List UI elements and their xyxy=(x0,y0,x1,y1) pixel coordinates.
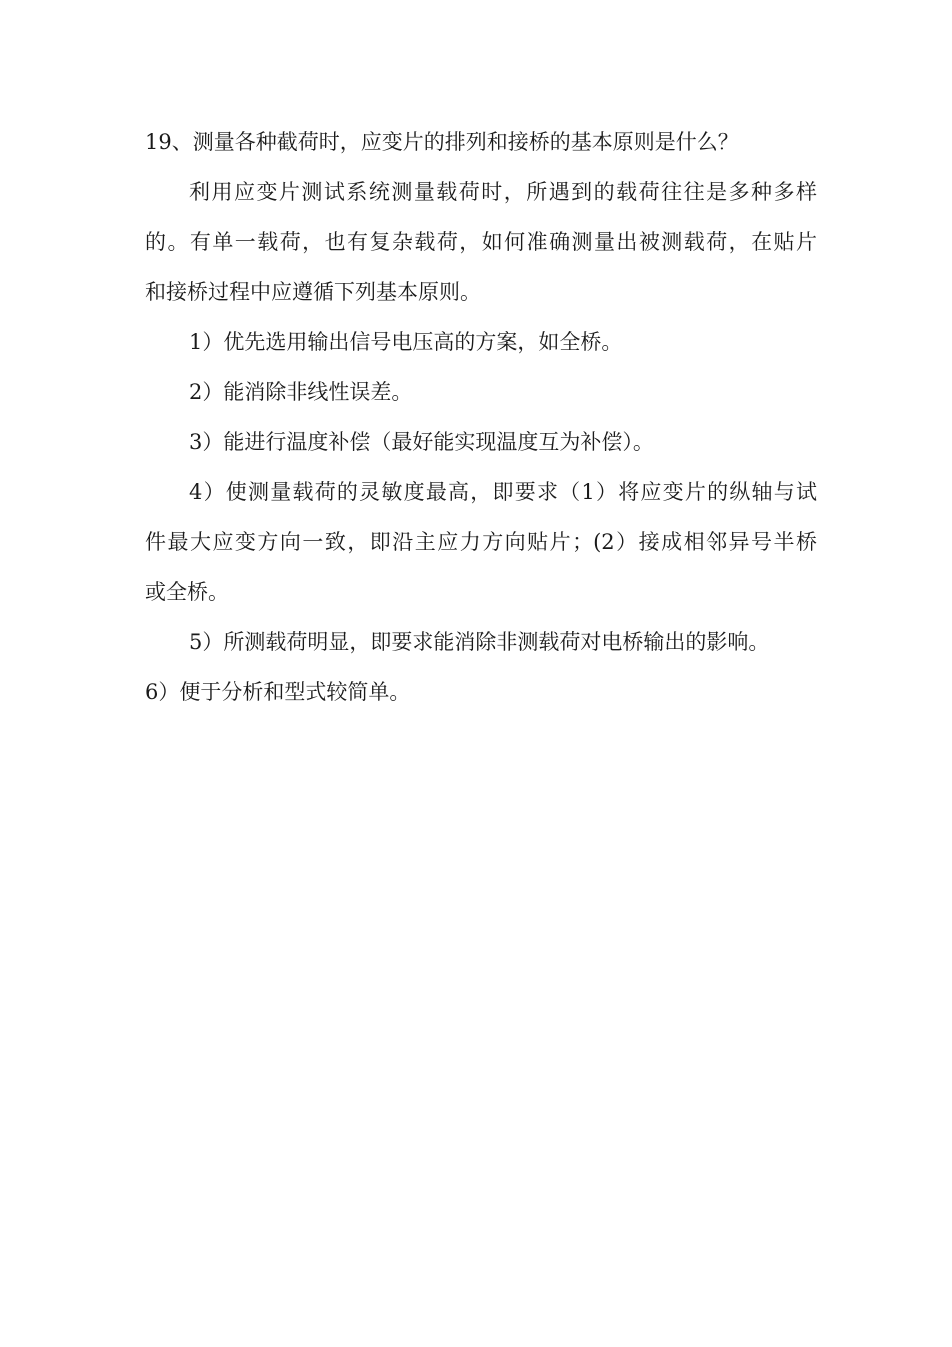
intro-line-3: 和接桥过程中应遵循下列基本原则。 xyxy=(145,280,481,304)
principle-4-line-3: 或全桥。 xyxy=(145,580,229,604)
principle-6: 6）便于分析和型式较简单。 xyxy=(145,680,411,704)
principle-2: 2）能消除非线性误差。 xyxy=(189,380,413,404)
principle-5: 5）所测载荷明显，即要求能消除非测载荷对电桥输出的影响。 xyxy=(189,630,770,654)
question-heading: 19、测量各种截荷时，应变片的排列和接桥的基本原则是什么？ xyxy=(145,130,739,154)
principle-3: 3）能进行温度补偿（最好能实现温度互为补偿）。 xyxy=(189,430,654,454)
principle-4-line-1: 4）使测量载荷的灵敏度最高，即要求（1）将应变片的纵轴与试 xyxy=(189,480,817,504)
principle-1: 1）优先选用输出信号电压高的方案，如全桥。 xyxy=(189,330,623,354)
intro-line-2: 的。有单一载荷，也有复杂载荷，如何准确测量出被测载荷，在贴片 xyxy=(145,230,817,254)
intro-line-1: 利用应变片测试系统测量载荷时，所遇到的载荷往往是多种多样 xyxy=(189,180,817,204)
principle-4-line-2: 件最大应变方向一致，即沿主应力方向贴片；(2）接成相邻异号半桥 xyxy=(145,530,817,554)
